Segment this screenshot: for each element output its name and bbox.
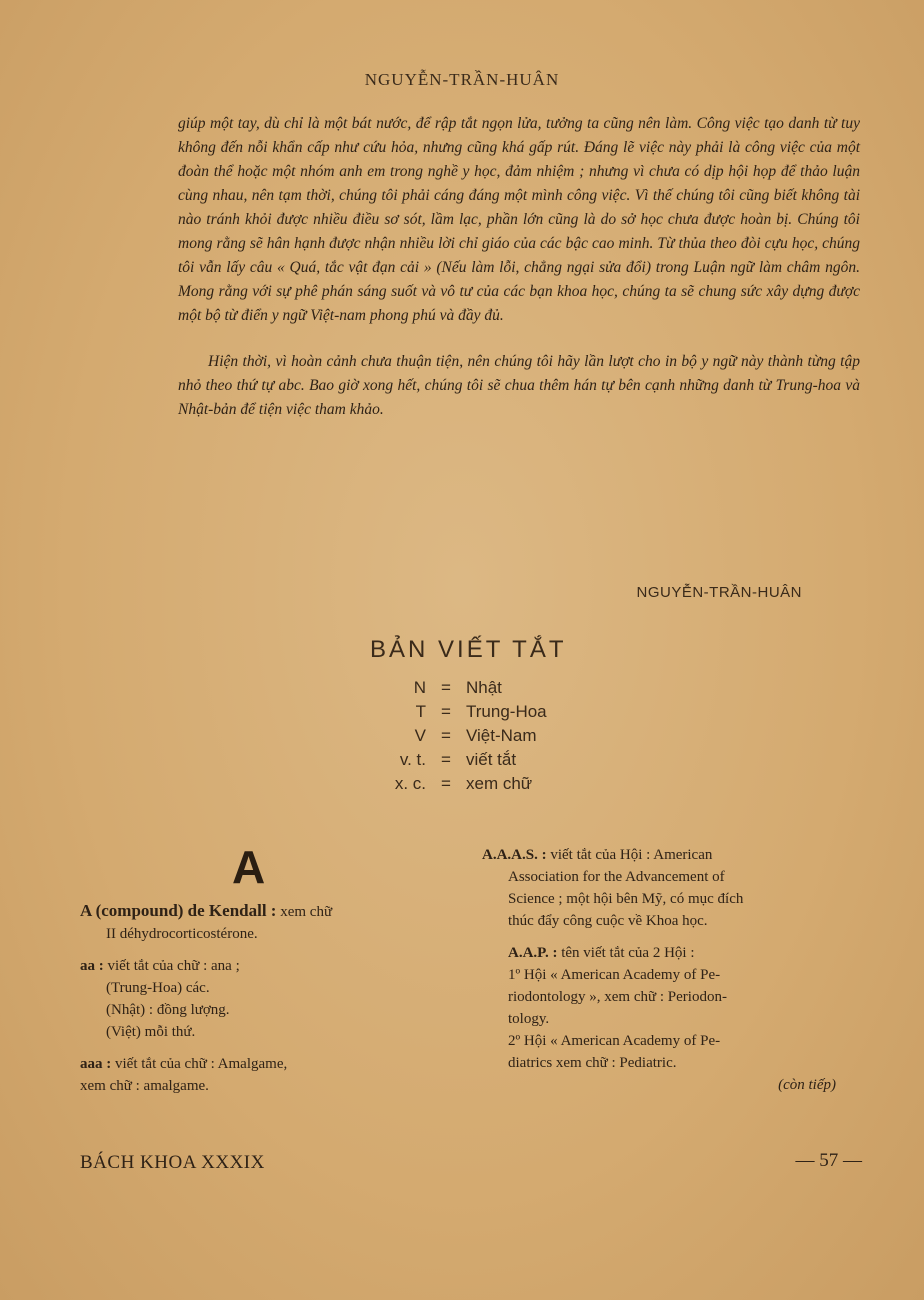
abbreviation-key: V	[414, 726, 426, 745]
entry-text: Association for the Advancement of	[508, 869, 725, 885]
entry-text: 2º Hội « American Academy of Pe-	[508, 1033, 721, 1049]
dictionary-entry	[80, 1053, 460, 1097]
abbreviation-row	[372, 748, 547, 772]
dictionary-entry	[80, 955, 460, 1043]
abbreviation-key: T	[415, 702, 426, 721]
entry-text: 1º Hội « American Academy of Pe-	[508, 967, 721, 983]
abbreviation-key: N	[413, 678, 426, 697]
abbreviation-value: xem chữ	[466, 774, 533, 793]
entry-text: riodontology », xem chữ : Periodon-	[508, 989, 727, 1005]
abbreviation-equals: =	[441, 678, 451, 697]
abbreviation-row	[372, 676, 547, 700]
entry-text: (Nhật) : đồng lượng.	[106, 1002, 230, 1018]
abbreviation-equals: =	[441, 726, 451, 745]
abbreviation-equals: =	[441, 774, 451, 793]
abbreviation-value: Trung-Hoa	[466, 702, 547, 721]
intro-paragraph-1: giúp một tay, dù chỉ là một bát nước, để rập tắt ngọn lửa, tưởng ta cũng nên làm. Công việc tạo danh từ tuy không đến nỗi khẩn cấp như cứu hỏa, nhưng cũng khá gấp rút. Đáng lẽ việc này phải là công việc của một đoàn thể hoặc một nhóm anh em trong nghề y học, đảm nhiệm ; nhưng vì chưa có dịp hội họp để thảo luận cùng nhau, nên tạm thời, chúng tôi phải cáng đáng một mình công việc. Vì thế chúng tôi cũng biết không tài nào tránh khỏi được nhiều điều sơ sót, lầm lạc, phần lớn cũng là do sở học chưa được hoàn bị. Chúng tôi mong rằng sẽ hân hạnh được nhận nhiều lời chỉ giáo của các bậc cao minh. Từ thủa theo đòi cựu học, chúng tôi vẫn lấy câu « Quá, tắc vật đạn cải » (Nếu làm lỗi, chẳng ngại sửa đổi) trong Luận ngữ làm châm ngôn. Mong rằng với sự phê phán sáng suốt và vô tư của các bạn khoa học, chúng ta sẽ chung sức xây dựng được một bộ từ điển y ngữ Việt-nam phong phú và đầy đủ.	[178, 115, 860, 324]
entry-headword: A (compound) de Kendall :	[80, 901, 277, 920]
intro-paragraph-2: Hiện thời, vì hoàn cảnh chưa thuận tiện, nên chúng tôi hãy lần lượt cho in bộ y ngữ này thành từng tập nhỏ theo thứ tự abc. Bao giờ xong hết, chúng tôi sẽ chua thêm hán tự bên cạnh những danh từ Trung-hoa và Nhật-bản để tiện việc tham khảo.	[178, 353, 860, 418]
page-number: — 57 —	[795, 1150, 862, 1171]
entry-text: (Trung-Hoa) các.	[106, 980, 210, 996]
abbreviation-key: x. c.	[394, 774, 426, 793]
abbreviation-key: v. t.	[399, 750, 426, 769]
entry-headword: aa :	[80, 958, 104, 974]
entry-headword: aaa :	[80, 1056, 112, 1072]
continued-note: (còn tiếp)	[778, 1077, 836, 1093]
entry-text: II déhydrocorticostérone.	[106, 926, 258, 942]
author-signature: NGUYỄN-TRẦN-HUÂN	[636, 584, 802, 601]
page-header-author: NGUYỄN-TRẦN-HUÂN	[364, 70, 560, 89]
abbreviation-value: Việt-Nam	[466, 726, 537, 745]
dictionary-entry	[80, 900, 460, 945]
entry-text: tên viết tắt của 2 Hội :	[557, 945, 695, 961]
entry-text: viết tắt của Hội : American	[546, 847, 713, 863]
dictionary-entry	[482, 942, 862, 1096]
abbreviation-row	[372, 772, 547, 796]
entry-text: viết tắt của chữ : Amalgame,	[111, 1056, 288, 1072]
entry-text: xem chữ	[276, 904, 333, 920]
entry-headword: A.A.A.S. :	[482, 847, 547, 863]
abbreviations-list	[372, 676, 547, 796]
abbreviation-equals: =	[441, 702, 451, 721]
entry-text: (Việt) mỗi thứ.	[106, 1024, 196, 1040]
abbreviation-equals: =	[441, 750, 451, 769]
entry-text: viết tắt của chữ : ana ;	[103, 958, 240, 974]
entry-text: diatrics xem chữ : Pediatric.	[508, 1055, 677, 1071]
entry-text: Science ; một hội bên Mỹ, có mục đích	[508, 891, 744, 907]
section-letter: A	[232, 841, 266, 893]
intro-text	[178, 112, 860, 422]
entry-text: xem chữ : amalgame.	[80, 1078, 209, 1094]
right-column	[482, 844, 862, 1106]
abbreviation-value: Nhật	[466, 678, 502, 697]
dictionary-entry	[482, 844, 862, 932]
entry-headword: A.A.P. :	[508, 945, 558, 961]
entry-text: tology.	[508, 1011, 550, 1027]
left-column	[80, 900, 460, 1107]
entry-text: thúc đẩy công cuộc về Khoa học.	[508, 913, 708, 929]
abbreviations-title: BẢN VIẾT TẮT	[370, 636, 567, 663]
abbreviation-value: viết tắt	[466, 750, 517, 769]
journal-name: BÁCH KHOA XXXIX	[80, 1152, 265, 1173]
abbreviation-row	[372, 700, 547, 724]
abbreviation-row	[372, 724, 547, 748]
